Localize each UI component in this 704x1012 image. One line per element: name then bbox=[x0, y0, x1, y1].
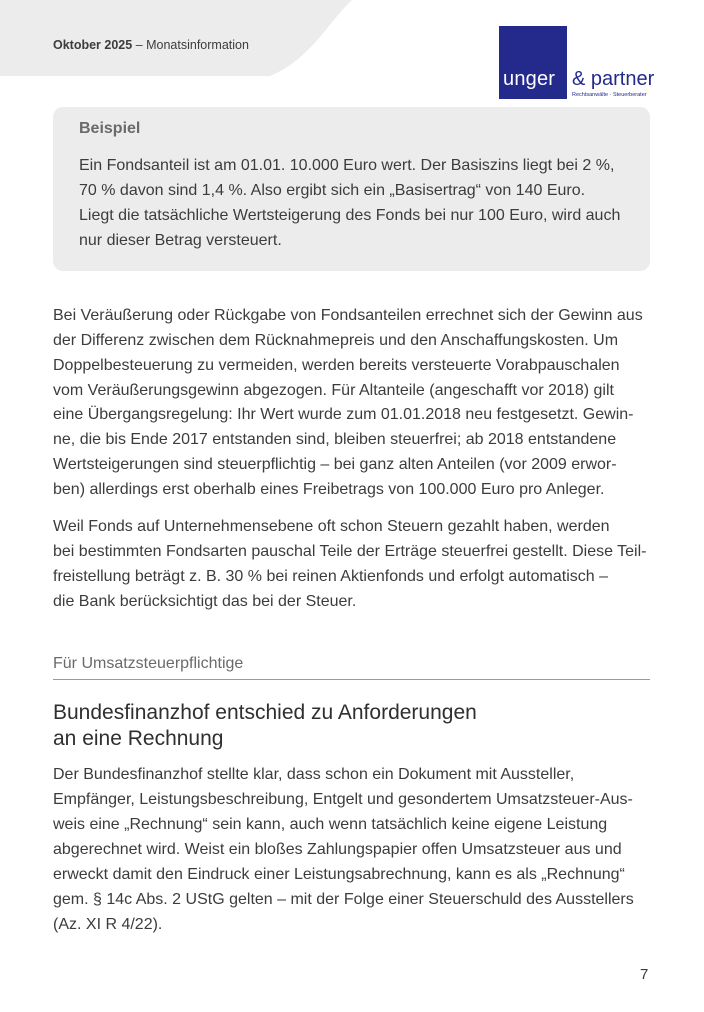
header-line bbox=[53, 38, 249, 52]
paragraph-line: Wertsteigerungen sind steuerpflichtig – bei ganz alten Anteilen (vor 2009 erwor- bbox=[53, 456, 617, 473]
paragraph-line: eine Übergangsregelung: Ihr Wert wurde zum 01.01.2018 neu festgesetzt. Gewin- bbox=[53, 406, 634, 423]
section-body-line: Empfänger, Leistungsbeschreibung, Entgelt und gesondertem Umsatzsteuer-Aus- bbox=[53, 791, 633, 808]
section-body-line: gem. § 14c Abs. 2 UStG gelten – mit der Folge einer Steuerschuld des Ausstellers bbox=[53, 891, 634, 908]
section-label: Für Umsatzsteuerpflichtige bbox=[53, 655, 244, 672]
section-heading: Bundesfinanzhof entschied zu Anforderungen bbox=[53, 701, 477, 724]
paragraph-line: Doppelbesteuerung zu vermeiden, werden bereits versteuerte Vorabpauschalen bbox=[53, 357, 620, 374]
example-line: nur dieser Betrag versteuert. bbox=[79, 232, 282, 249]
paragraph-line: vom Veräußerungsgewinn abgezogen. Für Altanteile (angeschafft vor 2018) gilt bbox=[53, 382, 614, 399]
paragraph-line: der Differenz zwischen dem Rücknahmepreis und den Anschaffungskosten. Um bbox=[53, 332, 619, 349]
paragraph-line: bei bestimmten Fondsarten pauschal Teile der Erträge steuerfrei gestellt. Diese Teil- bbox=[53, 543, 647, 560]
example-line: 70 % davon sind 1,4 %. Also ergibt sich ein „Basisertrag“ von 140 Euro. bbox=[79, 182, 586, 199]
section-divider bbox=[53, 679, 650, 680]
logo-word-unger: unger bbox=[503, 68, 556, 90]
page-number: 7 bbox=[640, 966, 649, 983]
paragraph-line: freistellung beträgt z. B. 30 % bei reinen Aktienfonds und erfolgt automatisch – bbox=[53, 568, 608, 585]
paragraph-line: ben) allerdings erst oberhalb eines Freibetrags von 100.000 Euro pro Anleger. bbox=[53, 481, 605, 498]
paragraph-line: ne, die bis Ende 2017 entstanden sind, bleiben steuerfrei; ab 2018 entstandene bbox=[53, 431, 617, 448]
header-subtitle: – Monatsinformation bbox=[132, 38, 249, 52]
paragraph-line: die Bank berücksichtigt das bei der Steuer. bbox=[53, 593, 357, 610]
section-body-line: (Az. XI R 4/22). bbox=[53, 916, 163, 933]
section-body-line: erweckt damit den Eindruck einer Leistungsabrechnung, kann es als „Rechnung“ bbox=[53, 866, 625, 883]
paragraph-line: Weil Fonds auf Unternehmensebene oft schon Steuern gezahlt haben, werden bbox=[53, 518, 610, 535]
logo-tagline: Rechtsanwälte · Steuerberater bbox=[572, 92, 647, 98]
example-title: Beispiel bbox=[79, 120, 141, 137]
logo-word-partner: & partner bbox=[572, 68, 655, 90]
example-line: Ein Fondsanteil ist am 01.01. 10.000 Euro wert. Der Basiszins liegt bei 2 %, bbox=[79, 157, 615, 174]
paragraph-line: Bei Veräußerung oder Rückgabe von Fondsanteilen errechnet sich der Gewinn aus bbox=[53, 307, 643, 324]
section-body-line: abgerechnet wird. Weist ein bloßes Zahlungspapier offen Umsatzsteuer aus und bbox=[53, 841, 622, 858]
section-body-line: weis eine „Rechnung“ sein kann, auch wenn tatsächlich keine eigene Leistung bbox=[53, 816, 608, 833]
example-line: Liegt die tatsächliche Wertsteigerung des Fonds bei nur 100 Euro, wird auch bbox=[79, 207, 621, 224]
header-date: Oktober 2025 bbox=[53, 38, 133, 52]
section-body-line: Der Bundesfinanzhof stellte klar, dass schon ein Dokument mit Aussteller, bbox=[53, 766, 575, 783]
section-heading: an eine Rechnung bbox=[53, 727, 224, 750]
